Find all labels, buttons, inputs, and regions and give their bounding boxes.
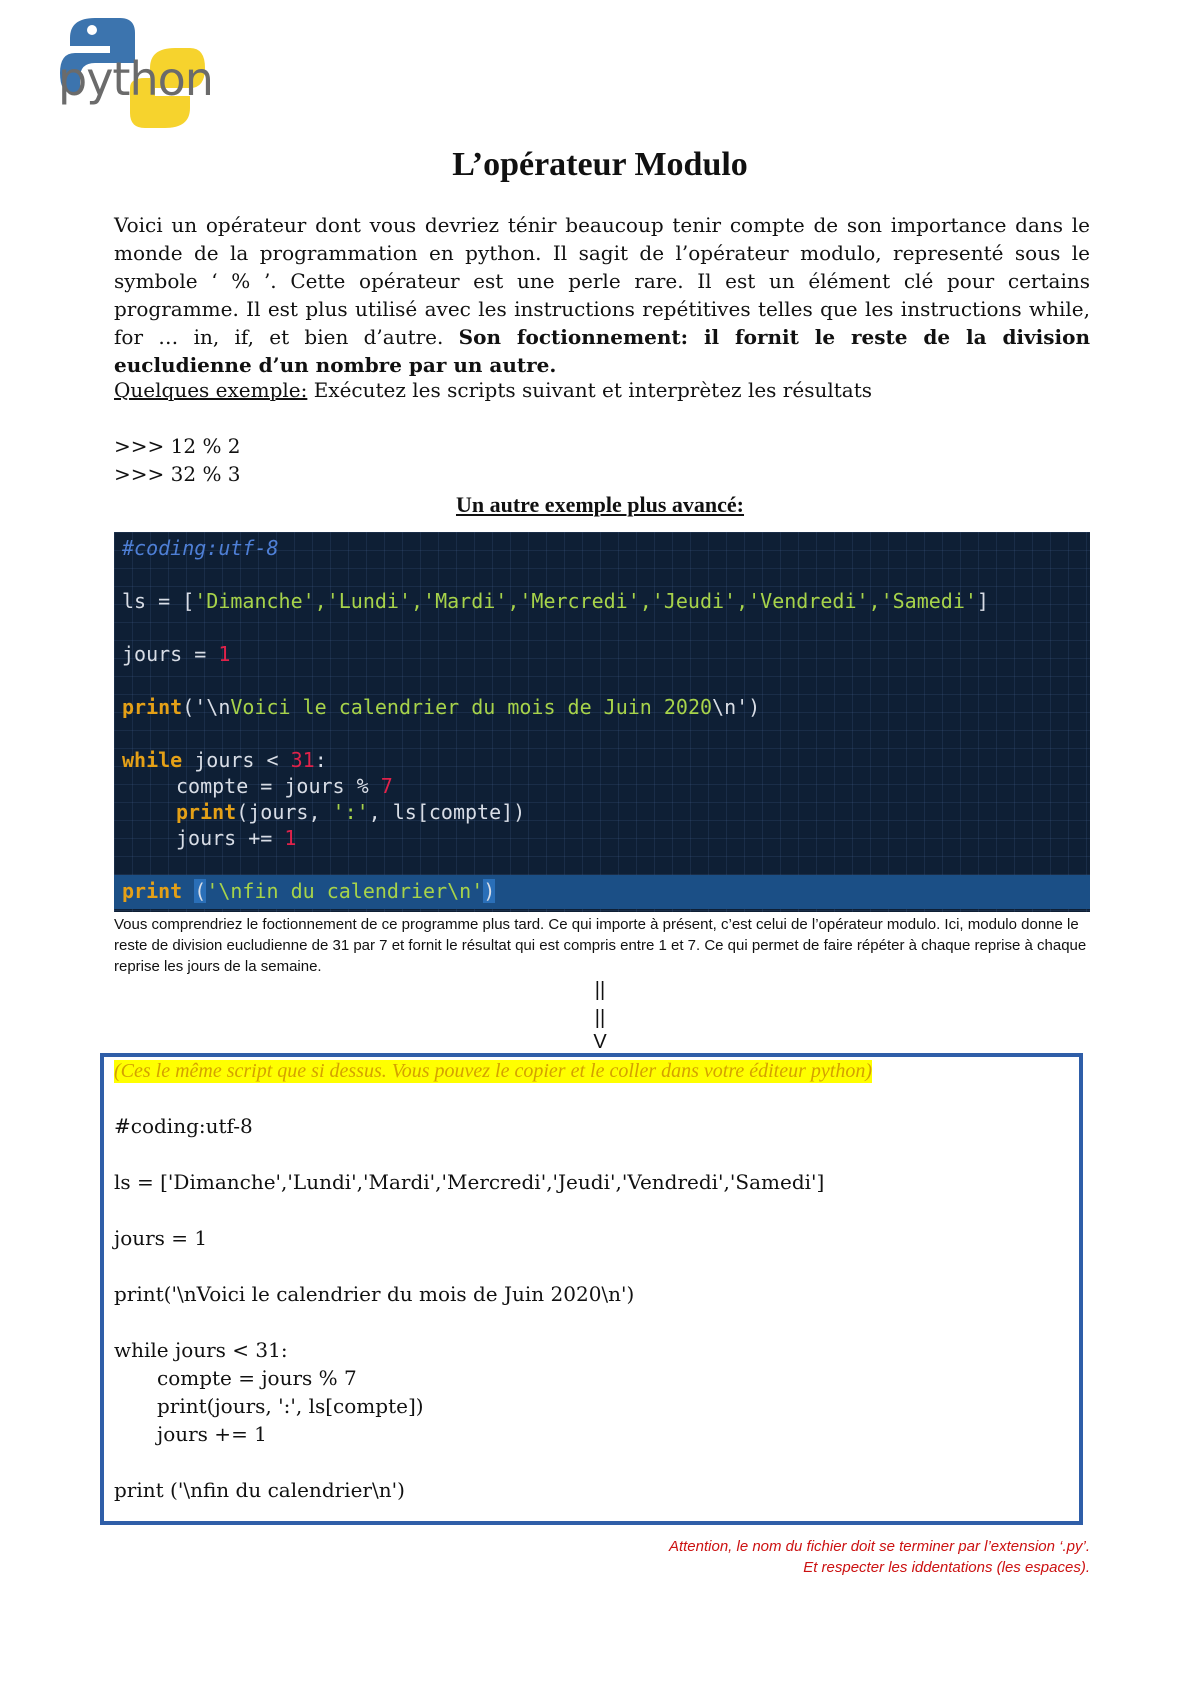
examples-line — [114, 378, 872, 402]
examples-text: Exécutez les scripts suivant et interprètez les résultats — [307, 378, 873, 402]
code-editor — [114, 532, 1090, 912]
arrow-down-icon: V — [593, 1031, 607, 1053]
script-line-9[interactable]: print ('\nfin du calendrier\n') — [114, 1478, 405, 1502]
arrow-bar-1: || — [594, 979, 606, 1001]
copy-note: (Ces le même script que si dessus. Vous pouvez le copier et le coller dans votre éditeur python) — [114, 1060, 872, 1082]
intro-text: Voici un opérateur dont vous devriez ténir beaucoup tenir compte de son importance dans le monde de la programmation en python. Il sagit de l’opérateur modulo, representé sous le symbole ‘ % ’. Cette opérateur est une perle rare. Il est un élément clé pour certains programme. Il est plus utilisé avec les instructions repétitives telles que les instructions while, for … in, if, et bien d’autre. — [114, 213, 1090, 349]
python-logo — [50, 8, 220, 138]
arrow-bar-2: || — [594, 1007, 606, 1029]
intro-bold-text: Son foctionnement: il fornit le reste de la division eucludienne d’un nombre par un autre. — [114, 325, 1090, 377]
script-line-8[interactable]: jours += 1 — [157, 1422, 267, 1446]
examples-label: Quelques exemple: — [114, 378, 308, 402]
script-line-5[interactable]: while jours < 31: — [114, 1338, 288, 1362]
logo-wordmark: python — [58, 52, 213, 106]
code-line-6: compte = jours % 7 — [176, 774, 393, 798]
script-line-7[interactable]: print(jours, ':', ls[compte]) — [157, 1394, 424, 1418]
code-line-1: #coding:utf-8 — [122, 536, 279, 560]
intro-paragraph — [114, 211, 1090, 379]
script-line-1[interactable]: #coding:utf-8 — [114, 1114, 253, 1138]
code-line-8: jours += 1 — [176, 826, 297, 850]
code-line-9: print ('\nfin du calendrier\n') — [122, 879, 496, 903]
script-line-2[interactable]: ls = ['Dimanche','Lundi','Mardi','Mercredi','Jeudi','Vendredi','Samedi'] — [114, 1170, 825, 1194]
warning-line-1: Attention, le nom du fichier doit se terminer par l’extension ‘.py’. — [668, 1538, 1090, 1555]
example-2: >>> 32 % 3 — [114, 462, 241, 486]
code-caption: Vous comprendriez le foctionnement de ce programme plus tard. Ce qui importe à présent, c’est celui de l’opérateur modulo. Ici, modulo donne le reste de division eucludienne de 31 par 7 et fornit le résultat qui est compris entre 1 et 7. Ce qui permet de faire répéter à chaque reprise à chaque reprise les jours de la semaine. — [114, 916, 1087, 975]
example-1: >>> 12 % 2 — [114, 434, 241, 458]
advanced-example-title: Un autre exemple plus avancé: — [455, 492, 745, 517]
code-line-3: jours = 1 — [122, 642, 231, 666]
script-line-3[interactable]: jours = 1 — [114, 1226, 208, 1250]
code-line-7: print(jours, ':', ls[compte]) — [176, 800, 526, 824]
script-line-4[interactable]: print('\nVoici le calendrier du mois de Juin 2020\n') — [114, 1282, 635, 1306]
warning-line-2: Et respecter les iddentations (les espaces). — [803, 1559, 1090, 1576]
page-title: L’opérateur Modulo — [452, 146, 748, 183]
code-line-5: while jours < 31: — [122, 748, 327, 772]
code-line-2: ls = ['Dimanche','Lundi','Mardi','Mercredi','Jeudi','Vendredi','Samedi'] — [122, 589, 989, 613]
script-line-6[interactable]: compte = jours % 7 — [157, 1366, 357, 1390]
code-line-4: print('\nVoici le calendrier du mois de Juin 2020\n') — [122, 695, 761, 719]
